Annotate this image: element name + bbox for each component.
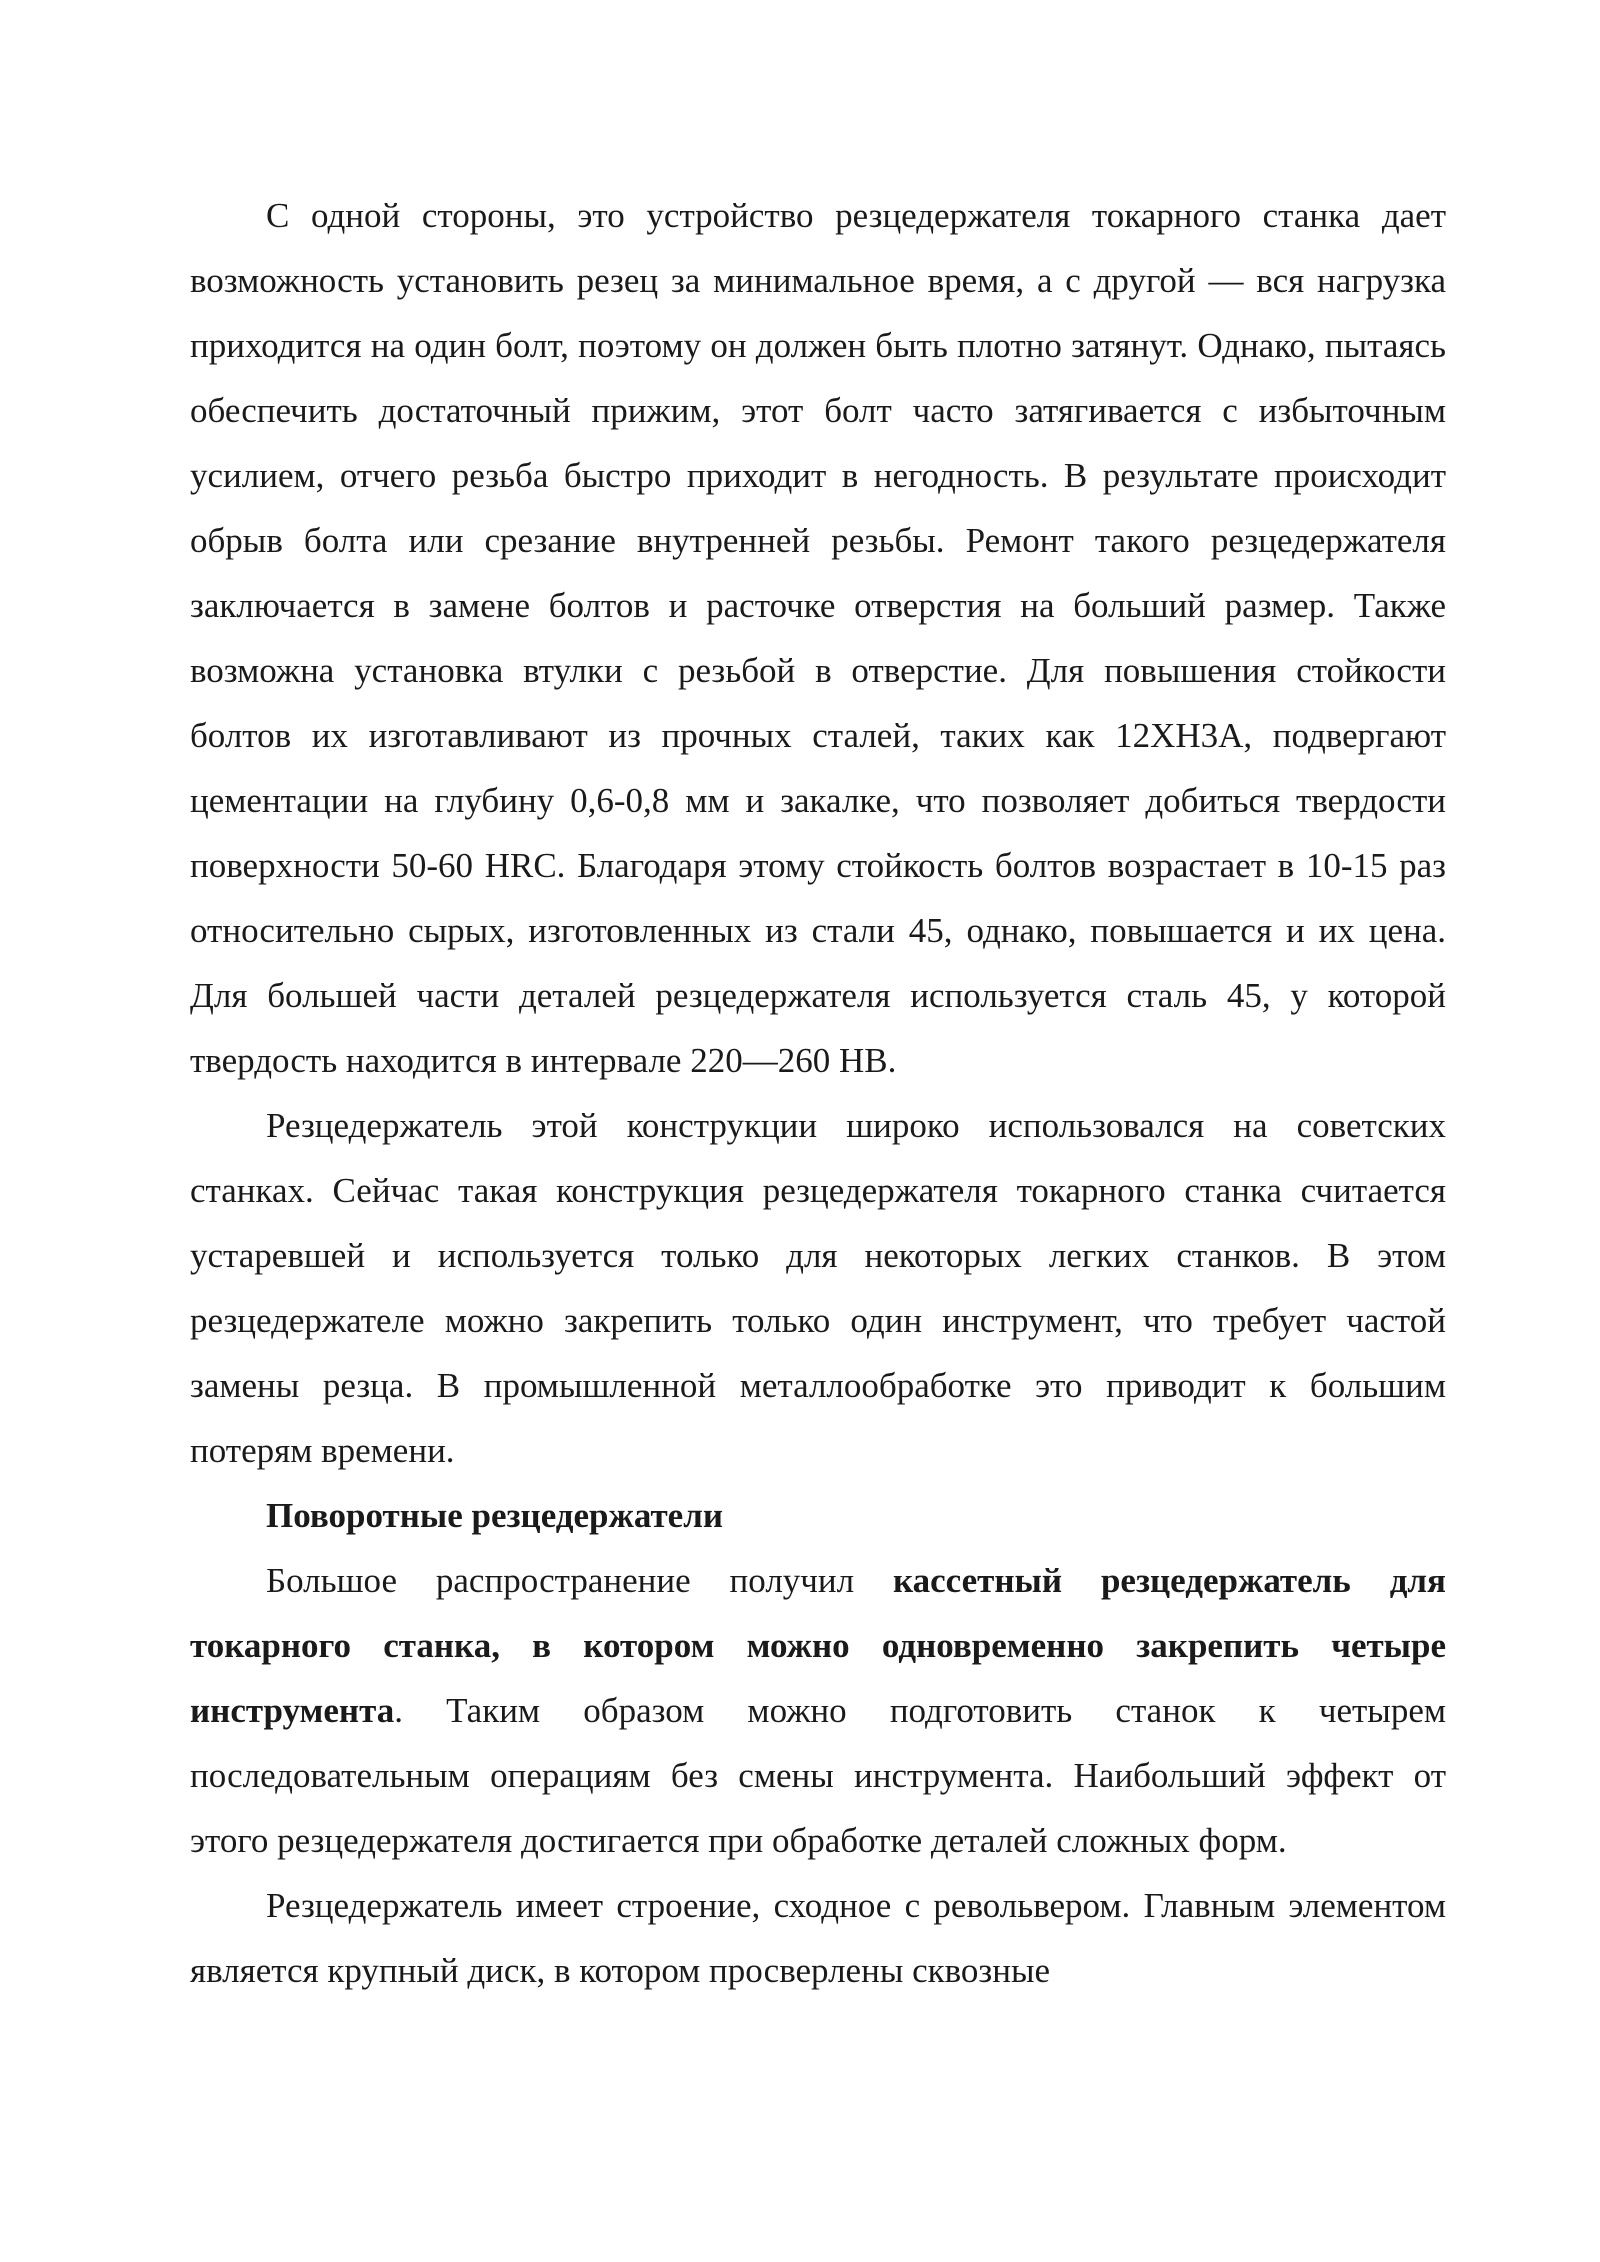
paragraph-4: Резцедержатель имеет строение, сходное с револьвером. Главным элементом является крупный диск, в котором просверлены сквозные <box>190 1886 1446 1990</box>
paragraph-3-intro: Большое распространение получил <box>266 1561 893 1600</box>
paragraph-3 <box>190 1548 1446 1873</box>
section-heading: Поворотные резцедержатели <box>266 1496 723 1535</box>
paragraph-2: Резцедержатель этой конструкции широко использовался на советских станках. Сейчас такая конструкция резцедержателя токарного станка считается устаревшей и используется только для некоторых легких станков. В этом резцедержателе можно закрепить только один инструмент, что требует частой замены резца. В промышленной металлообработке это приводит к большим потерям времени. <box>190 1106 1446 1470</box>
paragraph-3-rest: . Таким образом можно подготовить станок к четырем последовательным операциям без смены инструмента. Наибольший эффект от этого резцедержателя достигается при обработке деталей сложных форм. <box>190 1691 1446 1860</box>
document-body <box>190 183 1446 2003</box>
paragraph-3-bold-term: кассетный резцедержатель для токарного станка, в котором можно одновременно закрепить четыре инструмента <box>190 1561 1446 1730</box>
paragraph-1: С одной стороны, это устройство резцедержателя токарного станка дает возможность установить резец за минимальное время, а с другой — вся нагрузка приходится на один болт, поэтому он должен быть плотно затянут. Однако, пытаясь обеспечить достаточный прижим, этот болт часто затягивается с избыточным усилием, отчего резьба быстро приходит в негодность. В результате происходит обрыв болта или срезание внутренней резьбы. Ремонт такого резцедержателя заключается в замене болтов и расточке отверстия на больший размер. Также возможна установка втулки с резьбой в отверстие. Для повышения стойкости болтов их изготавливают из прочных сталей, таких как 12ХН3А, подвергают цементации на глубину 0,6-0,8 мм и закалке, что позволяет добиться твердости поверхности 50-60 HRC. Благодаря этому стойкость болтов возрастает в 10-15 раз относительно сырых, изготовленных из стали 45, однако, повышается и их цена. Для большей части деталей резцедержателя используется сталь 45, у которой твердость находится в интервале 220—260 НВ. <box>190 196 1446 1080</box>
